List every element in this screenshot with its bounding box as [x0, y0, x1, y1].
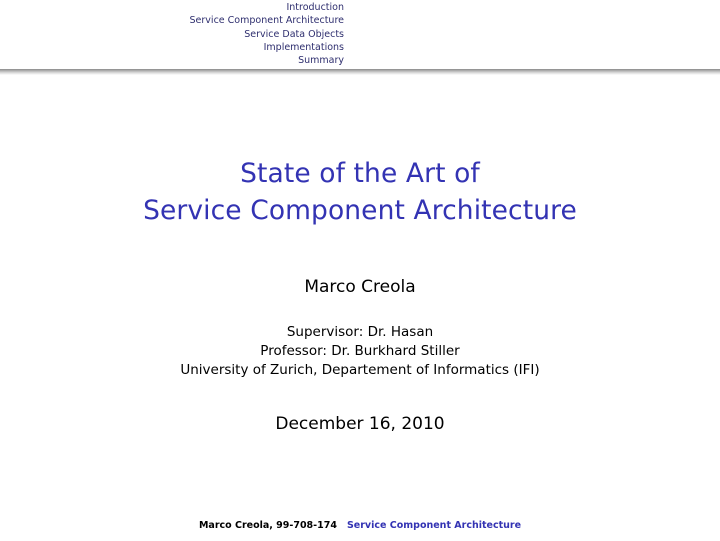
presentation-date: December 16, 2010 — [275, 414, 445, 434]
nav-item-summary[interactable]: Summary — [298, 55, 344, 67]
footer-title: Service Component Architecture — [346, 520, 522, 531]
author-name: Marco Creola — [304, 277, 416, 297]
nav-item-service-component-architecture[interactable]: Service Component Architecture — [189, 15, 344, 27]
footer — [0, 519, 720, 533]
title-line-2: Service Component Architecture — [143, 195, 577, 226]
university-line: University of Zurich, Departement of Informatics (IFI) — [180, 362, 540, 378]
nav-item-service-data-objects[interactable]: Service Data Objects — [244, 28, 344, 40]
header-divider — [0, 69, 720, 75]
nav-item-introduction[interactable]: Introduction — [286, 2, 344, 13]
supervisor-line: Supervisor: Dr. Hasan — [286, 324, 434, 340]
title-line-1: State of the Art of — [240, 158, 480, 189]
footer-author: Marco Creola, 99-708-174 — [198, 520, 337, 531]
institute-block — [0, 323, 720, 380]
slide-title — [0, 155, 720, 229]
professor-line: Professor: Dr. Burkhard Stiller — [260, 343, 460, 359]
nav-item-implementations[interactable]: Implementations — [263, 41, 344, 53]
section-navigation — [0, 0, 344, 73]
